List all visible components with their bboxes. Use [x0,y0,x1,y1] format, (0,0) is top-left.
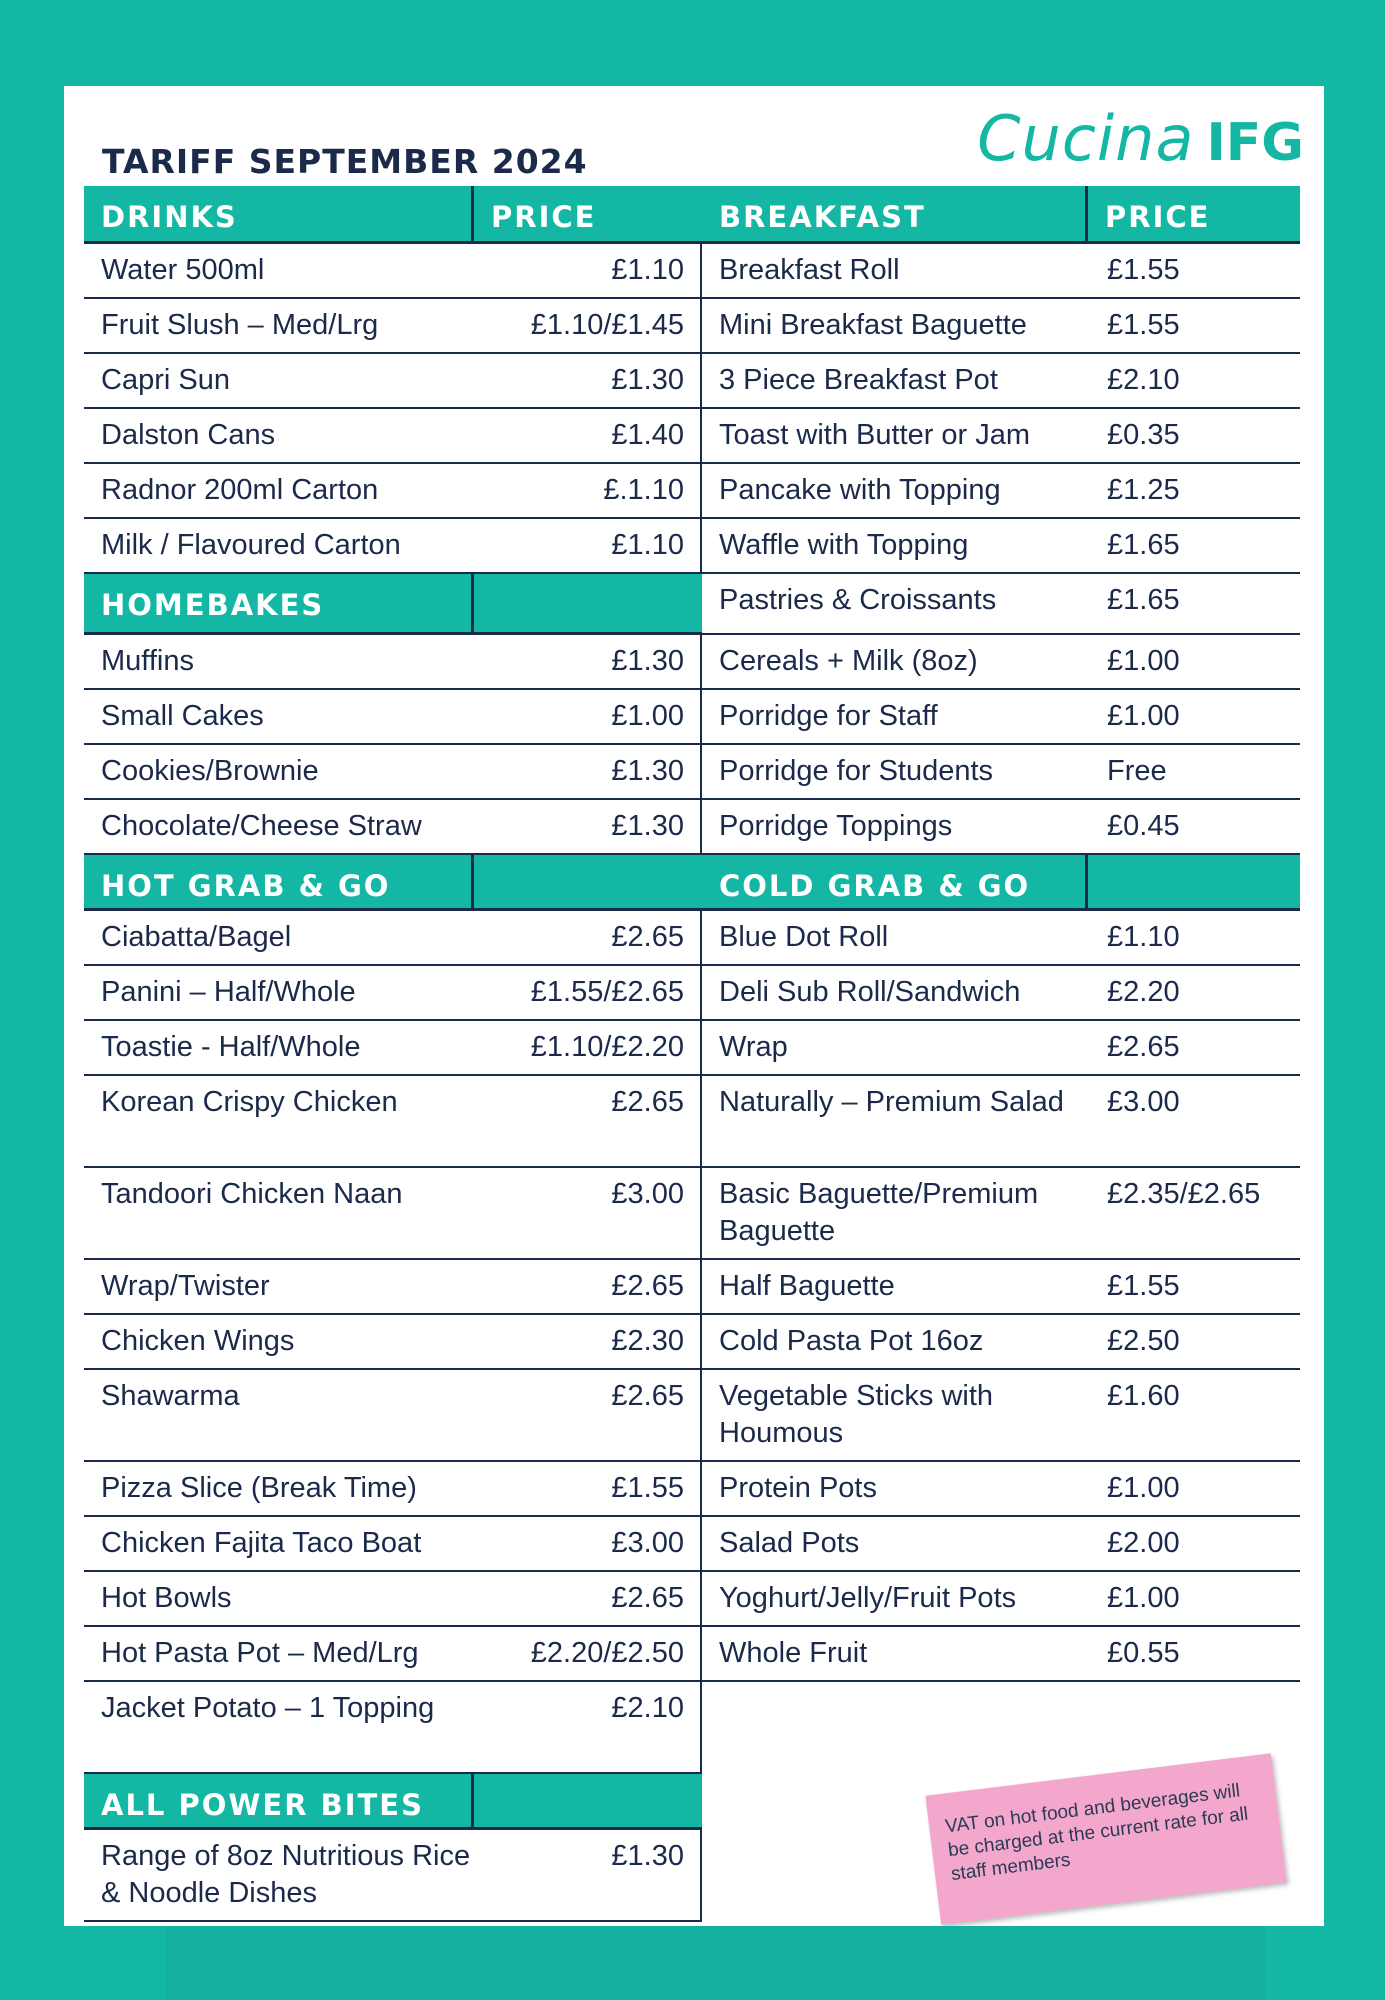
cold-grab-go-header [702,855,1300,911]
item-name: Hot Bowls [101,1582,232,1614]
item-price: £0.35 [1107,419,1180,451]
table-row [702,635,1300,690]
item-price: £2.20/£2.50 [530,1637,684,1669]
item-price: £1.55 [1107,309,1180,341]
table-row [84,1462,702,1517]
table-row [84,1572,702,1627]
logo-brand-text: IFG [1206,113,1304,173]
item-name: Cold Pasta Pot 16oz [719,1325,984,1357]
section-title: BREAKFAST [702,186,1088,241]
section-title: ALL POWER BITES [84,1774,474,1827]
table-row [702,1627,1300,1682]
item-price: £1.30 [611,364,684,396]
price-header [474,574,702,632]
item-price: £1.25 [1107,474,1180,506]
item-price: £1.65 [1107,584,1180,616]
item-name: Wrap/Twister [101,1270,270,1302]
table-row [84,635,702,690]
item-price: £0.45 [1107,810,1180,842]
item-price: £2.65 [1107,1031,1180,1063]
item-price: £1.30 [611,810,684,842]
table-row [702,1076,1300,1168]
item-price: £1.00 [611,700,684,732]
price-header [474,1774,702,1827]
table-row [702,354,1300,409]
item-name: Fruit Slush – Med/Lrg [101,309,379,341]
item-name: Pancake with Topping [719,474,1001,506]
item-price: £2.10 [611,1692,684,1724]
table-row [84,966,702,1021]
item-price: £1.30 [611,1840,684,1872]
power-bites-header [84,1774,702,1830]
item-price: £1.55 [611,1472,684,1504]
item-price: £1.10/£2.20 [530,1031,684,1063]
item-price: £1.60 [1107,1380,1180,1412]
section-title: DRINKS [84,186,474,241]
item-price: £1.65 [1107,529,1180,561]
table-row [84,409,702,464]
table-row [84,244,702,299]
table-row [84,911,702,966]
item-name: Tandoori Chicken Naan [101,1178,403,1210]
item-name: Blue Dot Roll [719,921,889,953]
table-row [84,1517,702,1572]
item-name: Yoghurt/Jelly/Fruit Pots [719,1582,1017,1614]
item-name: Breakfast Roll [719,254,900,286]
item-price: £1.00 [1107,700,1180,732]
item-price: £2.35/£2.65 [1107,1178,1261,1210]
table-row [84,1830,702,1922]
bottom-band [165,1926,1265,2000]
table-row [84,464,702,519]
table-row [702,1021,1300,1076]
table-row [702,911,1300,966]
item-price: £3.00 [611,1527,684,1559]
item-name: Milk / Flavoured Carton [101,529,401,561]
item-price: £0.55 [1107,1637,1180,1669]
table-row [84,1315,702,1370]
item-name: Salad Pots [719,1527,860,1559]
item-price: £2.00 [1107,1527,1180,1559]
price-header: PRICE [1105,200,1211,234]
table-row [702,519,1300,574]
item-name: Hot Pasta Pot – Med/Lrg [101,1637,419,1669]
item-name: Mini Breakfast Baguette [719,309,1027,341]
item-name: Pastries & Croissants [719,584,997,616]
item-name: Radnor 200ml Carton [101,474,379,506]
item-price: £2.50 [1107,1325,1180,1357]
item-price: Free [1107,755,1167,787]
item-name: Porridge for Staff [719,700,938,732]
table-row [702,745,1300,800]
table-row [702,1370,1300,1462]
item-price: £2.65 [611,1086,684,1118]
item-name: Jacket Potato – 1 Topping [101,1692,435,1724]
section-title: COLD GRAB & GO [702,855,1088,908]
table-row [84,745,702,800]
item-name: Shawarma [101,1380,240,1412]
table-row [702,690,1300,745]
logo-script-text: Cucina [977,102,1195,175]
item-name: Korean Crispy Chicken [101,1086,398,1118]
item-name: Panini – Half/Whole [101,976,356,1008]
item-name: Range of 8oz Nutritious Rice & Noodle Dishes [101,1840,471,1909]
item-name: 3 Piece Breakfast Pot [719,364,998,396]
item-price: £1.00 [1107,1472,1180,1504]
table-row [702,1572,1300,1627]
item-name: Whole Fruit [719,1637,868,1669]
drinks-header [84,186,702,244]
item-name: Toast with Butter or Jam [719,419,1031,451]
vat-note-text: VAT on hot food and beverages will be charged at the current rate for all staff members [944,1780,1250,1886]
item-name: Chicken Fajita Taco Boat [101,1527,422,1559]
table-row [84,800,702,855]
table-row [702,464,1300,519]
item-price: £1.30 [611,645,684,677]
item-price: £3.00 [611,1178,684,1210]
price-header [1088,855,1300,908]
table-row [702,800,1300,855]
table-row [84,1076,702,1168]
item-price: £1.10 [611,529,684,561]
item-name: Capri Sun [101,364,230,396]
table-row [84,1682,702,1774]
item-price: £1.00 [1107,1582,1180,1614]
table-row [702,1517,1300,1572]
item-price: £1.55 [1107,254,1180,286]
section-title: HOMEBAKES [84,574,474,632]
item-name: Porridge for Students [719,755,994,787]
price-header: PRICE [491,200,597,234]
item-name: Toastie - Half/Whole [101,1031,361,1063]
item-name: Deli Sub Roll/Sandwich [719,976,1021,1008]
table-row [84,1260,702,1315]
item-price: £2.20 [1107,976,1180,1008]
item-price: £1.00 [1107,645,1180,677]
item-name: Basic Baguette/Premium Baguette [719,1178,1039,1247]
item-price: £.1.10 [603,474,684,506]
table-row [702,574,1300,635]
item-price: £1.40 [611,419,684,451]
item-price: £1.30 [611,755,684,787]
item-name: Chocolate/Cheese Straw [101,810,422,842]
item-price: £1.55/£2.65 [530,976,684,1008]
table-row [702,409,1300,464]
table-row [702,1315,1300,1370]
page-title: TARIFF SEPTEMBER 2024 [102,142,588,181]
table-row [84,519,702,574]
tariff-card [64,86,1324,1926]
breakfast-header [702,186,1300,244]
item-price: £3.00 [1107,1086,1180,1118]
item-name: Waffle with Topping [719,529,969,561]
item-name: Small Cakes [101,700,264,732]
table-row [702,299,1300,354]
item-price: £2.65 [611,1270,684,1302]
item-name: Ciabatta/Bagel [101,921,292,953]
section-title: HOT GRAB & GO [84,855,474,908]
item-name: Dalston Cans [101,419,276,451]
item-name: Porridge Toppings [719,810,953,842]
item-price: £2.10 [1107,364,1180,396]
left-column [84,186,702,1922]
table-row [84,354,702,409]
item-name: Muffins [101,645,194,677]
table-row [702,244,1300,299]
item-price: £1.10 [1107,921,1180,953]
table-row [84,1021,702,1076]
item-name: Vegetable Sticks with Houmous [719,1380,994,1449]
item-name: Wrap [719,1031,788,1063]
item-name: Chicken Wings [101,1325,295,1357]
item-name: Pizza Slice (Break Time) [101,1472,417,1504]
table-row [84,299,702,354]
item-price: £2.65 [611,1380,684,1412]
price-header [474,855,702,908]
homebakes-header [84,574,702,635]
item-price: £2.30 [611,1325,684,1357]
item-name: Cereals + Milk (8oz) [719,645,978,677]
table-row [84,1627,702,1682]
item-price: £1.10/£1.45 [530,309,684,341]
item-name: Half Baguette [719,1270,895,1302]
table-row [702,1168,1300,1260]
right-column [702,186,1300,1682]
table-row [702,966,1300,1021]
item-price: £1.55 [1107,1270,1180,1302]
item-price: £2.65 [611,1582,684,1614]
item-price: £2.65 [611,921,684,953]
item-name: Protein Pots [719,1472,877,1504]
item-name: Cookies/Brownie [101,755,319,787]
table-row [702,1260,1300,1315]
vat-sticky-note [925,1753,1286,1924]
item-price: £1.10 [611,254,684,286]
table-row [702,1462,1300,1517]
table-row [84,690,702,745]
item-name: Water 500ml [101,254,265,286]
cucina-ifg-logo [977,102,1304,175]
hot-grab-go-header [84,855,702,911]
table-row [84,1370,702,1462]
item-name: Naturally – Premium Salad [719,1086,1064,1118]
table-row [84,1168,702,1260]
